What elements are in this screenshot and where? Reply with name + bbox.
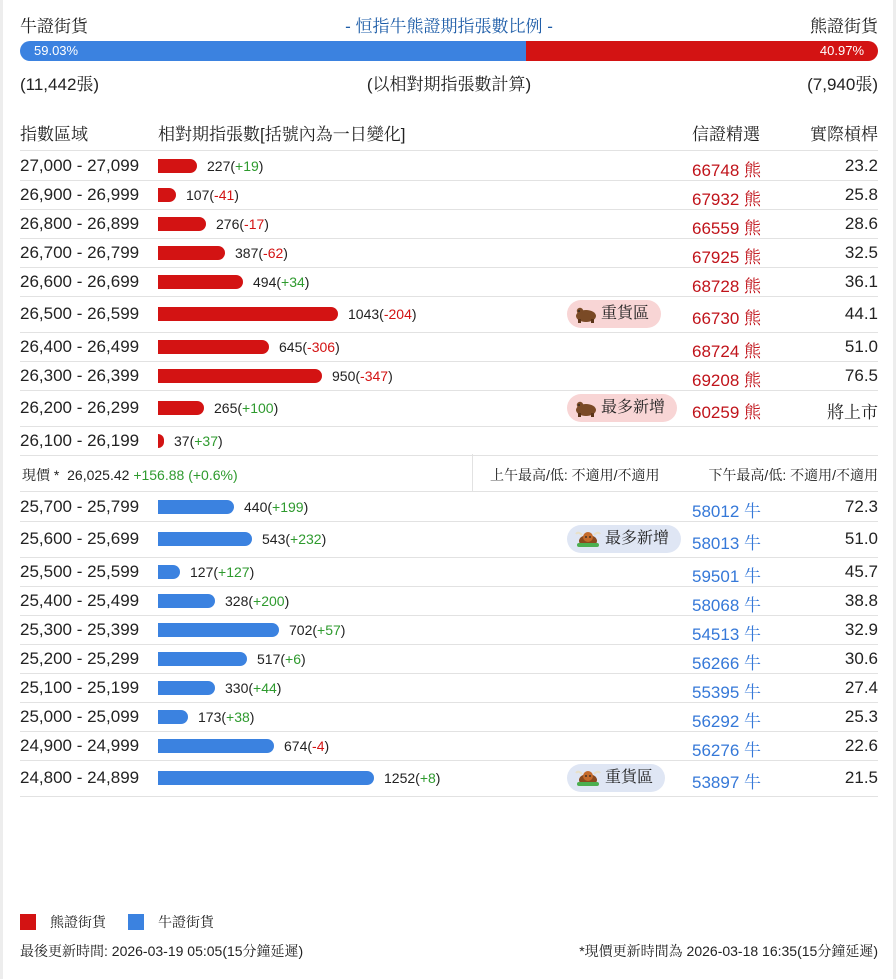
ratio-title-row <box>20 12 878 36</box>
bear-row <box>20 238 878 267</box>
bull-bar-change: +44 <box>253 679 277 696</box>
bull-leverage: 51.0 <box>844 529 878 548</box>
bull-bar-label: 674(-4) <box>284 737 330 754</box>
bear-row-range: 26,900 - 26,999 <box>20 184 140 204</box>
bear-bar-label: 227(+19) <box>207 157 264 174</box>
bull-icon <box>575 768 601 788</box>
bull-bar-change: +199 <box>272 498 304 515</box>
col-header-contracts: 相對期指張數[括號內為一日變化] <box>158 125 406 144</box>
bear-warrant-link[interactable]: 68724 熊 <box>692 341 761 361</box>
bear-bar-value: 265 <box>214 400 238 416</box>
bull-bar <box>158 532 252 546</box>
bear-bar <box>158 307 338 321</box>
bull-leverage: 45.7 <box>844 561 878 581</box>
bull-bar-change: +200 <box>253 592 285 609</box>
bull-leverage: 22.6 <box>844 735 878 755</box>
bull-row <box>20 702 878 731</box>
bear-row <box>20 209 878 238</box>
bear-bar-label: 387(-62) <box>235 244 288 261</box>
bull-bar-change: +6 <box>285 650 301 667</box>
bear-row-range: 27,000 - 27,099 <box>20 155 140 175</box>
bull-leverage: 27.4 <box>844 677 878 697</box>
bull-row <box>20 644 878 673</box>
bull-bar <box>158 771 374 785</box>
bull-bar-label: 517(+6) <box>257 650 306 667</box>
bull-bar <box>158 681 215 695</box>
bull-row <box>20 557 878 586</box>
bear-leverage: 51.0 <box>844 336 878 356</box>
legend-label-bear: 熊證街貨 <box>50 914 106 930</box>
spot-divider <box>472 454 473 492</box>
bull-bar <box>158 623 279 637</box>
bear-bar-change: -347 <box>360 367 389 384</box>
bull-warrant-link[interactable]: 53897 牛 <box>692 773 761 792</box>
bull-bar-value: 517 <box>257 650 281 667</box>
bear-bar-label: 950(-347) <box>332 367 393 384</box>
bear-leverage: 23.2 <box>844 155 878 175</box>
bear-bar-change: -204 <box>383 306 412 322</box>
bull-warrant-link[interactable]: 56276 牛 <box>692 740 761 760</box>
bear-bar-label: 107(-41) <box>186 186 239 203</box>
bear-bar-value: 227 <box>207 157 231 174</box>
bull-icon <box>575 529 601 549</box>
bear-row-range: 26,100 - 26,199 <box>20 430 140 450</box>
bear-row <box>20 426 878 455</box>
bull-row-range: 24,800 - 24,899 <box>20 768 140 787</box>
bear-bar <box>158 340 269 354</box>
bull-leverage: 32.9 <box>844 619 878 639</box>
bear-row-range: 26,200 - 26,299 <box>20 398 140 417</box>
bull-bar <box>158 710 188 724</box>
bear-bar-label: 645(-306) <box>279 338 340 355</box>
bull-leverage: 21.5 <box>844 768 878 787</box>
bull-row-range: 25,200 - 25,299 <box>20 648 140 668</box>
bear-outstanding-label: 熊證街貨 <box>810 17 878 36</box>
col-header-pick: 信證精選 <box>692 125 760 144</box>
bull-bar-value: 330 <box>225 679 249 696</box>
bull-bar-change: +8 <box>419 770 436 786</box>
bull-warrant-link[interactable]: 58068 牛 <box>692 595 761 615</box>
bull-bar-label: 440(+199) <box>244 498 309 515</box>
bear-bar-value: 107 <box>186 186 210 203</box>
bull-row-range: 25,000 - 25,099 <box>20 706 140 726</box>
spot-price: 26,025.42 <box>67 467 130 483</box>
bull-row <box>20 615 878 644</box>
bull-warrant-link[interactable]: 55395 牛 <box>692 682 761 702</box>
bear-bar-label: 265(+100) <box>214 400 279 416</box>
bull-row <box>20 731 878 760</box>
bull-bar-change: +57 <box>317 621 341 638</box>
bull-row-range: 25,100 - 25,199 <box>20 677 140 697</box>
bull-row-range: 24,900 - 24,999 <box>20 735 140 755</box>
bear-row <box>20 267 878 296</box>
legend-label-bull: 牛證街貨 <box>158 914 214 930</box>
bull-row <box>20 760 878 796</box>
bear-bar <box>158 217 206 231</box>
bull-bar-label: 543(+232) <box>262 531 327 547</box>
bear-contract-count: (7,940張) <box>807 75 878 94</box>
spot-price-row <box>20 454 878 492</box>
bear-ratio-segment: 40.97% <box>526 41 878 61</box>
bear-bar-label: 494(+34) <box>253 273 310 290</box>
bull-row-range: 25,400 - 25,499 <box>20 590 140 610</box>
bull-bar-value: 674 <box>284 737 308 754</box>
bear-row <box>20 390 878 426</box>
bear-bar-value: 645 <box>279 338 303 355</box>
bear-bar-change: +37 <box>194 432 218 449</box>
bear-badge-label: 重貨區 <box>601 305 650 322</box>
bull-bar-value: 1252 <box>384 770 416 786</box>
bear-icon <box>575 399 597 417</box>
bull-bar-value: 173 <box>198 708 222 725</box>
bull-bar-value: 328 <box>225 592 249 609</box>
bear-row <box>20 332 878 361</box>
bear-warrant-link[interactable]: 66559 熊 <box>692 218 761 238</box>
bull-bar-change: +127 <box>218 563 250 580</box>
col-header-range: 指數區域 <box>20 125 88 144</box>
bull-bear-ratio-bar <box>20 41 878 61</box>
ratio-basis-note: (以相對期指張數計算) <box>366 75 532 94</box>
legend <box>20 912 236 932</box>
bull-bar <box>158 565 180 579</box>
bear-bar <box>158 401 204 415</box>
bull-bar-value: 543 <box>262 531 286 547</box>
bull-warrant-link[interactable]: 58013 牛 <box>692 534 761 553</box>
bear-bar <box>158 188 176 202</box>
bear-row-range: 26,600 - 26,699 <box>20 271 140 291</box>
bear-warrant-link[interactable]: 67932 熊 <box>692 189 761 209</box>
bull-ratio-segment: 59.03% <box>20 41 526 61</box>
bear-warrant-link[interactable]: 60259 熊 <box>692 403 761 422</box>
bear-leverage: 36.1 <box>844 271 878 291</box>
bear-bar-value: 37 <box>174 432 190 449</box>
bull-badge <box>567 525 681 553</box>
bear-warrant-link[interactable]: 67925 熊 <box>692 247 761 267</box>
bear-leverage: 44.1 <box>844 304 878 323</box>
pm-high-low: 下午最高/低: 不適用/不適用 <box>708 467 878 483</box>
bear-leverage: 76.5 <box>844 365 878 385</box>
bear-warrant-link[interactable]: 69208 熊 <box>692 370 761 390</box>
bull-bar <box>158 652 247 666</box>
bull-row <box>20 521 878 557</box>
bull-bar-value: 702 <box>289 621 313 638</box>
bear-bar <box>158 159 197 173</box>
legend-item-bear <box>20 912 106 932</box>
legend-item-bull <box>128 912 214 932</box>
bull-bar-value: 440 <box>244 498 268 515</box>
bear-badge-label: 最多新增 <box>601 399 666 416</box>
bear-bar <box>158 275 243 289</box>
bear-bar-change: +19 <box>235 157 259 174</box>
bear-bar-label: 276(-17) <box>216 215 269 232</box>
bull-bar-label: 1252(+8) <box>384 770 441 786</box>
bear-bar-change: -41 <box>214 186 235 203</box>
bull-badge-label: 重貨區 <box>605 769 654 786</box>
legend-swatch-bull <box>128 914 144 930</box>
spot-label: 現價 * <box>22 467 60 483</box>
bull-warrant-link[interactable]: 58012 牛 <box>692 501 761 521</box>
bear-bar <box>158 434 164 448</box>
bull-bar-label: 328(+200) <box>225 592 290 609</box>
spot-price-text <box>22 465 238 485</box>
bull-row <box>20 492 878 521</box>
bear-row <box>20 180 878 209</box>
bull-row-range: 25,300 - 25,399 <box>20 619 140 639</box>
bull-leverage: 38.8 <box>844 590 878 610</box>
bear-badge <box>567 394 677 422</box>
bull-row-range: 25,600 - 25,699 <box>20 529 140 548</box>
bear-warrant-link[interactable]: 66748 熊 <box>692 160 761 180</box>
bear-bar-value: 494 <box>253 273 277 290</box>
bear-bar-change: -17 <box>244 215 265 232</box>
ratio-count-row <box>20 70 878 92</box>
bear-icon <box>575 305 597 323</box>
bear-warrant-link[interactable]: 66730 熊 <box>692 309 761 328</box>
bull-leverage: 30.6 <box>844 648 878 668</box>
spot-change: +156.88 (+0.6%) <box>133 467 238 483</box>
bear-row <box>20 296 878 332</box>
bear-bar-change: -306 <box>307 338 336 355</box>
bull-bar <box>158 594 215 608</box>
bear-row-range: 26,700 - 26,799 <box>20 242 140 262</box>
bull-warrant-link[interactable]: 59501 牛 <box>692 566 761 586</box>
bull-bar-label: 330(+44) <box>225 679 282 696</box>
bear-leverage: 32.5 <box>844 242 878 262</box>
bull-row-range: 25,500 - 25,599 <box>20 561 140 581</box>
bear-bar-change: +100 <box>242 400 274 416</box>
bear-leverage: 28.6 <box>844 213 878 233</box>
bear-leverage: 將上市 <box>827 403 878 422</box>
bear-bar-value: 1043 <box>348 306 380 322</box>
bull-outstanding-label: 牛證街貨 <box>20 17 88 36</box>
bull-row-range: 25,700 - 25,799 <box>20 496 140 516</box>
bear-row-range: 26,300 - 26,399 <box>20 365 140 385</box>
bull-warrant-link[interactable]: 56292 牛 <box>692 711 761 731</box>
chart-title: - 恒指牛熊證期指張數比例 - <box>345 17 553 36</box>
bear-bar <box>158 369 322 383</box>
spot-updated-note: *現價更新時間為 2026-03-18 16:35(15分鐘延遲) <box>579 943 878 959</box>
bull-leverage: 72.3 <box>844 496 878 516</box>
bear-bar-label: 37(+37) <box>174 432 223 449</box>
bear-bar-value: 276 <box>216 215 240 232</box>
bull-bar <box>158 739 274 753</box>
bull-bar <box>158 500 234 514</box>
bull-row <box>20 586 878 615</box>
bull-warrant-link[interactable]: 54513 牛 <box>692 624 761 644</box>
bull-bar-change: +232 <box>290 531 322 547</box>
bull-badge <box>567 764 665 792</box>
bear-bar-value: 950 <box>332 367 356 384</box>
bull-bar-change: +38 <box>226 708 250 725</box>
bull-contract-count: (11,442張) <box>20 75 100 94</box>
row-divider <box>20 796 878 797</box>
bear-row-range: 26,800 - 26,899 <box>20 213 140 233</box>
bull-warrant-link[interactable]: 56266 牛 <box>692 653 761 673</box>
bull-bar-label: 127(+127) <box>190 563 255 580</box>
bear-row <box>20 151 878 180</box>
bear-leverage: 25.8 <box>844 184 878 204</box>
bull-bar-change: -4 <box>312 737 325 754</box>
bull-bar-label: 173(+38) <box>198 708 255 725</box>
bull-row <box>20 673 878 702</box>
last-updated: 最後更新時間: 2026-03-19 05:05(15分鐘延遲) <box>20 943 304 959</box>
bull-badge-label: 最多新增 <box>605 530 670 547</box>
bear-bar-label: 1043(-204) <box>348 306 417 322</box>
bear-row-range: 26,400 - 26,499 <box>20 336 140 356</box>
bear-row <box>20 361 878 390</box>
bear-bar-value: 387 <box>235 244 259 261</box>
bear-badge <box>567 300 661 328</box>
am-high-low: 上午最高/低: 不適用/不適用 <box>490 467 660 483</box>
bear-bar-change: -62 <box>263 244 284 261</box>
legend-swatch-bear <box>20 914 36 930</box>
bull-leverage: 25.3 <box>844 706 878 726</box>
col-header-leverage: 實際槓桿 <box>810 125 878 144</box>
bull-bar-label: 702(+57) <box>289 621 346 638</box>
bear-bar <box>158 246 225 260</box>
bear-row-range: 26,500 - 26,599 <box>20 304 140 323</box>
bear-bar-change: +34 <box>281 273 305 290</box>
bull-bar-value: 127 <box>190 563 214 580</box>
bear-warrant-link[interactable]: 68728 熊 <box>692 276 761 296</box>
